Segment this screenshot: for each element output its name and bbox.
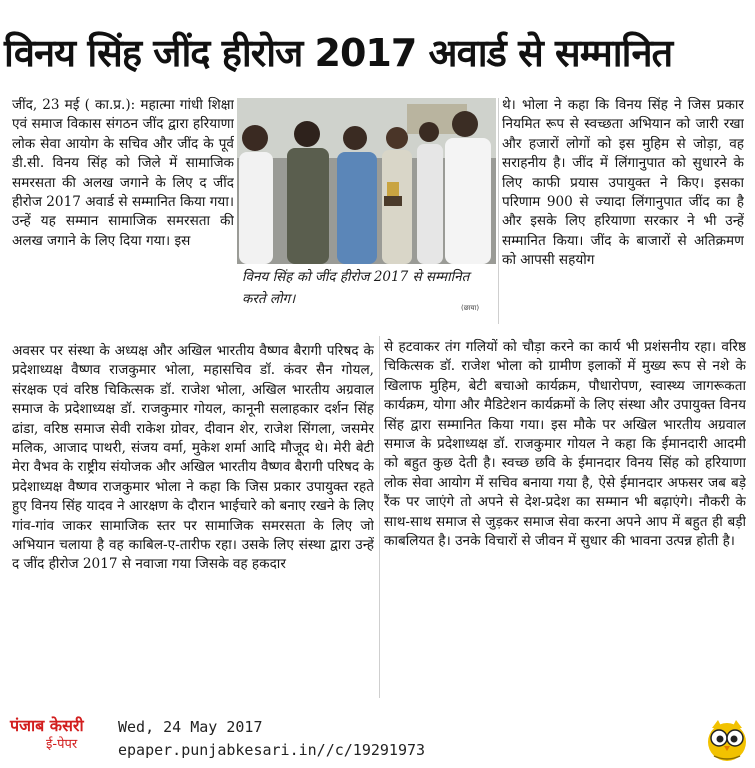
- photo-credit: (छाया): [461, 304, 480, 312]
- headline: विनय सिंह जींद हीरोज 2017 अवार्ड से सम्मानित: [4, 31, 673, 75]
- article-column-2: अवसर पर संस्था के अध्यक्ष और अखिल भारतीय वैष्णव बैरागी परिषद के प्रदेशाध्यक्ष वैष्णव राजकुमार भोला, महासचिव डॉ. कंवर सैन गोयल, संरक्षक एवं वरिष्ठ चिकित्सक डॉ. राजेश भोला, अखिल भारतीय अग्रवाल समाज के प्रदेशाध्यक्ष डॉ. राजकुमार गोयल, कानूनी सलाहकार दर्शन सिंह ढांडा, वरिष्ठ समाज सेवी राकेश ग्रोवर, दीवान शेर, राजेश सिंगला, जसमेर मलिक, आजाद पाथरी, संजय वर्मा, मुकेश शर्मा आदि मौजूद थे। मेरी बेटी मेरा वैभव के राष्ट्रीय संयोजक और अखिल भारतीय वैष्णव बैरागी परिषद के प्रदेशाध्यक्ष वैष्णव राजकुमार भोला ने कहा कि जिस प्रकार उपायुक्त रहते हुए विनय सिंह यादव ने आरक्षण के दौरान भाईचारे को बनाए रखने के लिए गांव-गांव जाकर सामाजिक स्तर पर सामाजिक समरसता के लिए जो अभियान चलाया है वह काबिल-ए-तारीफ रहा। उसके लिए संस्था द्वारा उन्हें द जींद हीरोज 2017 से नवाजा गया जिसके वह हकदार: [12, 343, 374, 573]
- article-column-4: से हटवाकर तंग गलियों को चौड़ा करने का कार्य भी प्रशंसनीय रहा। वरिष्ठ चिकित्सक डॉ. राजेश भोला को ग्रामीण इलाकों में मुख्य रूप से नशे के खिलाफ मुहिम, बेटी बचाओ कार्यक्रम, पौधारोपण, स्वास्थ्य जागरूकता कार्यक्रम, योगा और मैडिटेशन कार्यक्रमों के लिए संस्था और उपायुक्त विनय सिंह द्वारा सम्मानित किया गया। इस मौके पर अखिल भारतीय अग्रवाल समाज के प्रदेशाध्यक्ष डॉ. राजकुमार गोयल ने कहा कि ईमानदारी आदमी को बहुत कुछ देती है। स्वच्छ छवि के ईमानदार विनय सिंह को हरियाणा लोक सेवा आयोग में सचिव बनाया गया है, ऐसे ईमानदार अफसर जब बड़े रैंक पर जाएंगे तो अपने से देश-प्रदेश का सम्मान भी बढ़ाएंगे। नौकरी के साथ-साथ समाज से जुड़कर समाज सेवा करना अपने आप में बहुत ही बड़ी काबलियत है। उनके विचारों से जीवन में सुधार की भावना उत्पन्न होती है।: [384, 339, 746, 550]
- owl-icon: [706, 716, 748, 762]
- column-divider: [498, 98, 499, 324]
- epaper-url[interactable]: epaper.punjabkesari.in//c/19291973: [118, 741, 426, 759]
- award-photo-image: [237, 98, 496, 264]
- footer: [0, 708, 755, 768]
- award-photo: [237, 98, 496, 264]
- photo-caption: विनय सिंह को जींद हीरोज 2017 से सम्मानित करते लोग।: [242, 269, 470, 307]
- publication-date: Wed, 24 May 2017: [118, 718, 263, 736]
- article-column-3: थे। भोला ने कहा कि विनय सिंह ने जिस प्रकार नियमित रूप से स्वच्छता अभियान को जारी रखा और हजारों लोगों को इस मुहिम से जोड़ा, वह सराहनीय है। जींद में लिंगानुपात को सुधारने के लिए काफी प्रयास उपायुक्त ने किए। इसका परिणाम 900 से ज्यादा लिंगानुपात जींद का है और इसके लिए हरियाणा सरकार ने भी उन्हें सम्मानित किया। जींद के बाजारों से अतिक्रमण को आपसी सहयोग: [502, 97, 744, 269]
- article-column-1: जींद, 23 मई ( का.प्र.): महात्मा गांधी शिक्षा एवं समाज विकास संगठन जींद द्वारा हरियाणा लोक सेवा आयोग के सचिव और जींद के पूर्व डी.सी. विनय सिंह को जिले में सामाजिक समरसता की अलख जगाने के लिए द जींद हीरोज 2017 अवार्ड से सम्मानित किया गया। उन्हें यह सम्मान सामाजिक समरसता की अलख जगाने के लिए दिया गया। इस: [12, 97, 234, 249]
- brand-name: पंजाब केसरी: [10, 716, 84, 735]
- brand-logo: [10, 716, 104, 760]
- column-divider: [379, 336, 380, 698]
- brand-sub: ई-पेपर: [46, 737, 78, 752]
